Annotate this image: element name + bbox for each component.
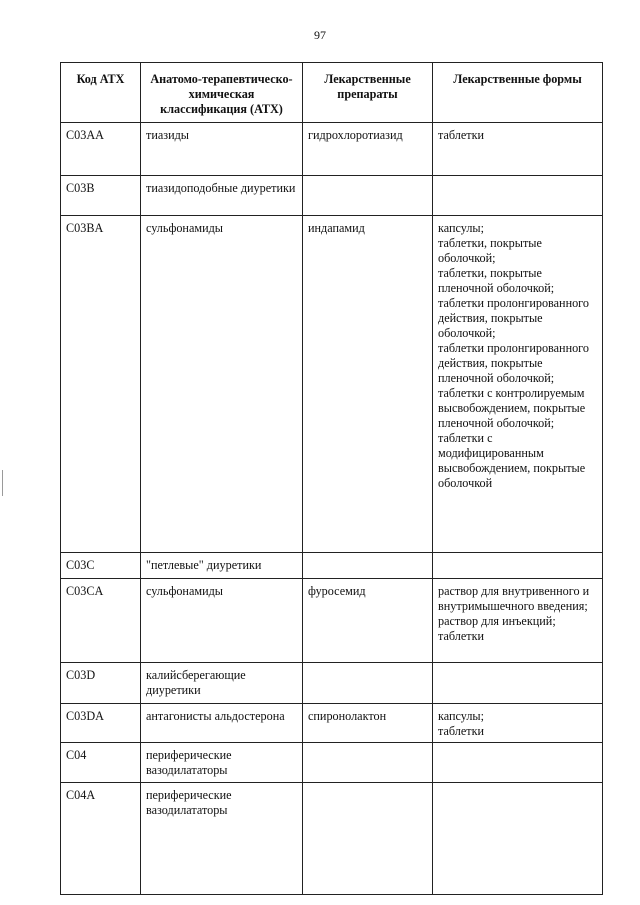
dosage-forms [433, 783, 603, 895]
dosage-forms [433, 553, 603, 579]
dosage-forms: таблетки [433, 123, 603, 176]
header-row [61, 63, 603, 123]
atx-classification: "петлевые" диуретики [141, 553, 303, 579]
scan-edge-mark [2, 470, 3, 496]
table-row [61, 123, 603, 176]
atx-code: C03C [61, 553, 141, 579]
table-row [61, 663, 603, 704]
table-row [61, 704, 603, 743]
atx-classification: калийсберегающие диуретики [141, 663, 303, 704]
dosage-forms [433, 176, 603, 216]
dosage-forms [433, 663, 603, 704]
atx-code: C03CA [61, 579, 141, 663]
atx-code: C03BA [61, 216, 141, 553]
dosage-forms [433, 743, 603, 783]
atx-code: C03B [61, 176, 141, 216]
atx-classification: тиазидоподобные диуретики [141, 176, 303, 216]
table-row [61, 553, 603, 579]
table-row [61, 743, 603, 783]
atx-code: C03DA [61, 704, 141, 743]
page-number: 97 [314, 28, 326, 42]
table-row [61, 579, 603, 663]
header-drugs: Лекарственные препараты [303, 63, 433, 123]
drug-name [303, 176, 433, 216]
drug-name [303, 663, 433, 704]
atx-classification: периферические вазодилататоры [141, 743, 303, 783]
atx-classification: сульфонамиды [141, 579, 303, 663]
atx-code: C04A [61, 783, 141, 895]
atx-code: C03D [61, 663, 141, 704]
drug-name [303, 553, 433, 579]
dosage-forms: капсулы; таблетки [433, 704, 603, 743]
header-classification: Анатомо-терапевтическо-химическая классификация (АТХ) [141, 63, 303, 123]
drug-name: фуросемид [303, 579, 433, 663]
atx-table [60, 62, 603, 895]
drug-name: спиронолактон [303, 704, 433, 743]
drug-name: гидрохлоротиазид [303, 123, 433, 176]
table-row [61, 216, 603, 553]
drug-name: индапамид [303, 216, 433, 553]
atx-code: C03AA [61, 123, 141, 176]
drug-name [303, 783, 433, 895]
dosage-forms: капсулы; таблетки, покрытые оболочкой; таблетки, покрытые пленочной оболочкой; таблетки пролонгированного действия, покрытые оболочкой; таблетки пролонгированного действия, покрытые пленочной оболочкой; таблетки с контролируемым высвобождением, покрытые пленочной оболочкой; таблетки с модифицированным высвобождением, покрытые оболочкой [433, 216, 603, 553]
header-forms: Лекарственные формы [433, 63, 603, 123]
drug-name [303, 743, 433, 783]
atx-classification: периферические вазодилататоры [141, 783, 303, 895]
header-code: Код АТХ [61, 63, 141, 123]
dosage-forms: раствор для внутривенного и внутримышечного введения; раствор для инъекций; таблетки [433, 579, 603, 663]
atx-classification: антагонисты альдостерона [141, 704, 303, 743]
table-row [61, 783, 603, 895]
atx-classification: тиазиды [141, 123, 303, 176]
table-row [61, 176, 603, 216]
atx-code: C04 [61, 743, 141, 783]
atx-classification: сульфонамиды [141, 216, 303, 553]
